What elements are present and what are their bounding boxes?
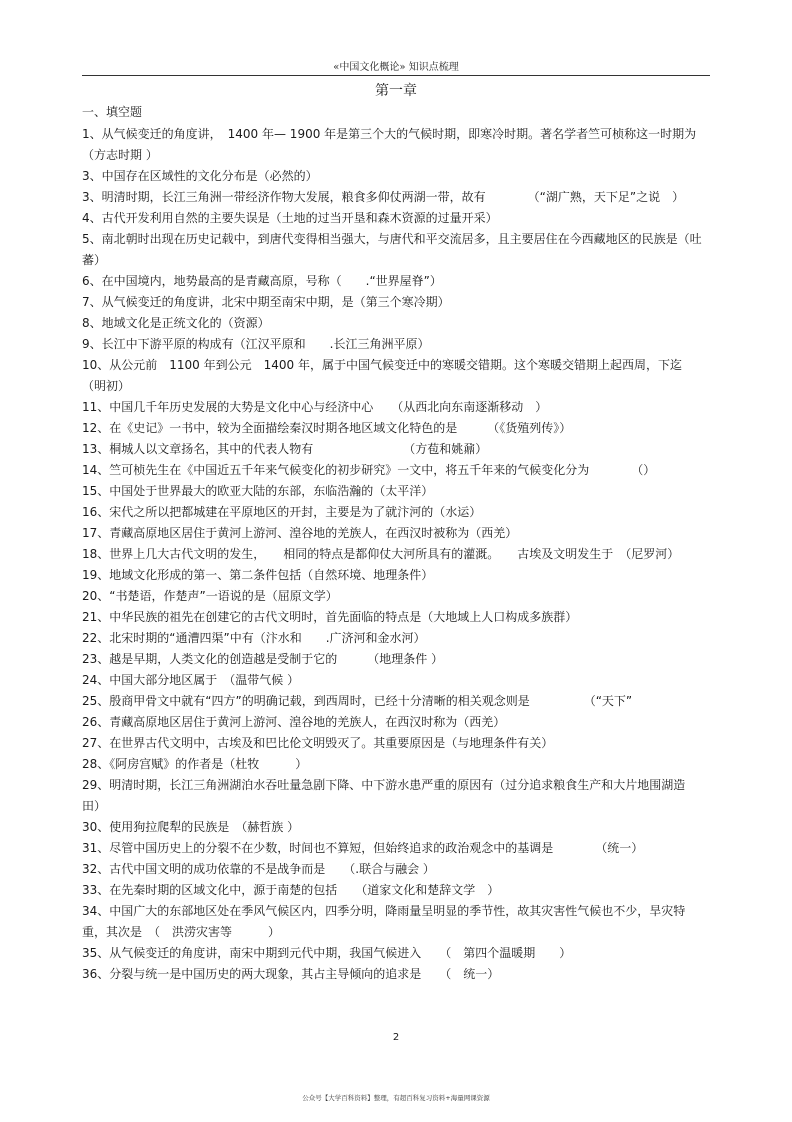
- question-item: 12、在《史记》一书中，较为全面描绘秦汉时期各地区域文化特色的是 （《货殖列传》）: [82, 421, 572, 435]
- header-divider: [82, 75, 710, 76]
- chapter-title: 第一章: [375, 83, 417, 99]
- question-item: 32、古代中国文明的成功依靠的不是战争而是 （.联合与融会 ）: [82, 862, 435, 876]
- question-item: 23、越是早期，人类文化的创造越是受制于它的 （地理条件 ）: [82, 652, 444, 666]
- running-header: «中国文化概论» 知识点梳理: [333, 62, 459, 73]
- question-item: 36、分裂与统一是中国历史的两大现象，其占主导倾向的追求是 （ 统一）: [82, 967, 500, 981]
- question-item: 1、从气候变迁的角度讲， 1400 年— 1900 年是第三个大的气候时期，即寒冷时期。著名学者竺可桢称这一时期为（方志时期 ）: [82, 127, 697, 162]
- question-item: 16、宋代之所以把都城建在平原地区的开封，主要是为了就汴河的（水运）: [82, 505, 482, 519]
- question-item: 34、中国广大的东部地区处在季风气候区内，四季分明，降雨量呈明显的季节性，故其灾害性气候也不少，旱灾特重，其次是 （ 洪涝灾害等 ）: [82, 904, 686, 939]
- question-item: 11、中国几千年历史发展的大势是文化中心与经济中心 （从西北向东南逐渐移动 ）: [82, 400, 548, 414]
- question-item: 31、尽管中国历史上的分裂不在少数，时间也不算短，但始终追求的政治观念中的基调是 （统一）: [82, 841, 644, 855]
- question-item: 22、北宋时期的“通漕四渠”中有（汴水和 .广济河和金水河）: [82, 631, 426, 645]
- question-item: 4、古代开发利用自然的主要失误是（土地的过当开垦和森木资源的过量开采）: [82, 211, 498, 225]
- question-item: 3、中国存在区域性的文化分布是（必然的）: [82, 169, 318, 183]
- question-item: 15、中国处于世界最大的欧亚大陆的东部，东临浩瀚的（太平洋）: [82, 484, 434, 498]
- question-item: 9、长江中下游平原的构成有（江汉平原和 .长江三角洲平原）: [82, 337, 430, 351]
- question-item: 5、南北朝时出现在历史记载中，到唐代变得相当强大，与唐代和平交流居多，且主要居住在今西藏地区的民族是（吐蕃）: [82, 232, 702, 267]
- question-item: 6、在中国境内，地势最高的是青藏高原，号称（ .“世界屋脊”）: [82, 274, 442, 288]
- page-number: 2: [392, 1032, 400, 1043]
- question-item: 18、世界上几大古代文明的发生， 相同的特点是都仰仗大河所具有的灌溉。 古埃及文明发生于 （尼罗河）: [82, 547, 680, 561]
- question-item: 20、“书楚语，作楚声”一语说的是（屈原文学）: [82, 589, 338, 603]
- question-item: 8、地域文化是正统文化的（资源）: [82, 316, 270, 330]
- question-item: 19、地域文化形成的第一、第二条件包括（自然环境、地理条件）: [82, 568, 434, 582]
- question-list: [82, 124, 702, 985]
- question-item: 30、使用狗拉爬犁的民族是 （赫哲族 ）: [82, 820, 300, 834]
- question-item: 7、从气候变迁的角度讲，北宋中期至南宋中期，是（第三个寒冷期）: [82, 295, 450, 309]
- question-item: 27、在世界古代文明中，古埃及和巴比伦文明毁灭了。其重要原因是（与地理条件有关）: [82, 736, 554, 750]
- question-item: 13、桐城人以文章扬名，其中的代表人物有 （方苞和姚鼐）: [82, 442, 488, 456]
- question-item: 10、从公元前 1100 年到公元 1400 年，属于中国气候变迁中的寒暖交错期。这个寒暖交错期上起西周，下迄（明初）: [82, 358, 682, 393]
- question-item: 21、中华民族的祖先在创建它的古代文明时，首先面临的特点是（大地域上人口构成多族群）: [82, 610, 578, 624]
- question-item: 25、殷商甲骨文中就有“四方”的明确记载，到西周时，已经十分清晰的相关观念则是 （“天下”: [82, 694, 633, 708]
- question-item: 3、明清时期，长江三角洲一带经济作物大发展，粮食多仰仗两湖一带，故有 （“湖广熟，天下足”之说 ）: [82, 190, 685, 204]
- question-item: 28、《阿房宫赋》的作者是（杜牧 ）: [82, 757, 308, 771]
- question-item: 29、明清时期，长江三角洲湖泊水吞吐量急剧下降、中下游水患严重的原因有（过分追求粮食生产和大片地围湖造田）: [82, 778, 686, 813]
- footer-note: 公众号【大学百科资料】整理，有超百科复习资料+海量网课资源: [302, 1094, 490, 1102]
- question-item: 24、中国大部分地区属于 （温带气候 ）: [82, 673, 300, 687]
- question-item: 33、在先秦时期的区域文化中，源于南楚的包括 （道家文化和楚辞文学 ）: [82, 883, 500, 897]
- question-item: 26、青藏高原地区居住于黄河上游河、湟谷地的羌族人，在西汉时称为（西羌）: [82, 715, 506, 729]
- question-item: 35、从气候变迁的角度讲，南宋中期到元代中期，我国气候进入 （ 第四个温暖期 ）: [82, 946, 572, 960]
- section-heading: 一、填空题: [82, 105, 143, 119]
- question-item: 17、青藏高原地区居住于黄河上游河、湟谷地的羌族人，在西汉时被称为（西羌）: [82, 526, 518, 540]
- question-item: 14、竺可桢先生在《中国近五千年来气候变化的初步研究》一文中，将五千年来的气候变化分为 （）: [82, 463, 656, 477]
